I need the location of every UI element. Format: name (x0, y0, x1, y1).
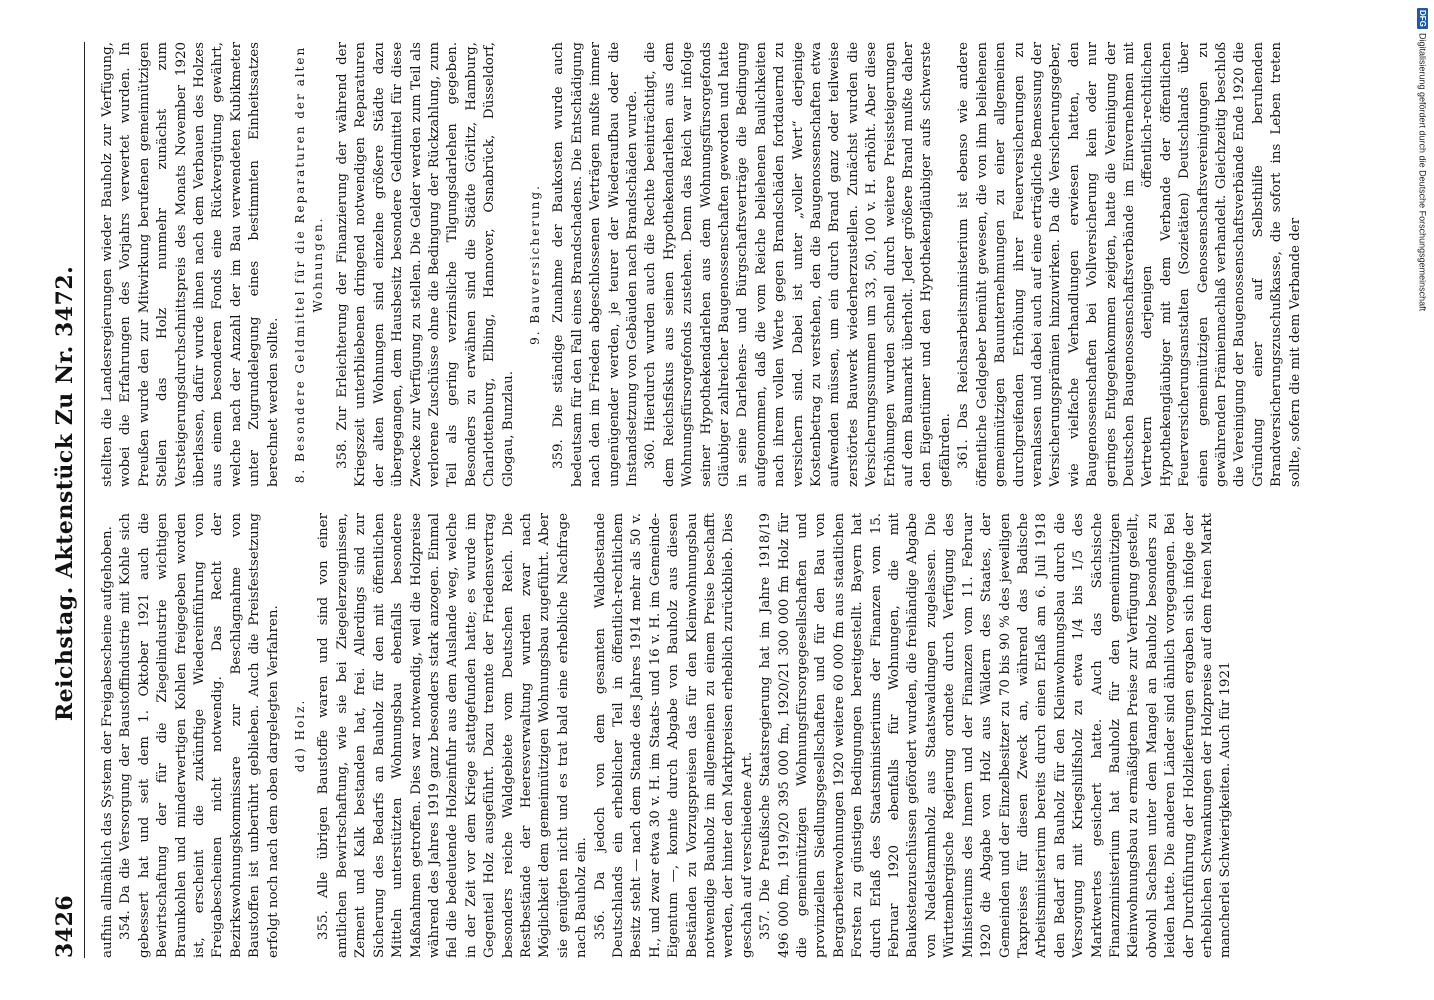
dfg-logo: DFG (1418, 10, 1427, 27)
text-columns (99, 42, 1349, 958)
section-heading-reparaturen: 8. Besondere Geldmittel für die Reparaturen der alten Wohnungen. (293, 45, 326, 484)
digitization-credit (1417, 8, 1428, 311)
page-header (52, 42, 85, 958)
left-column (99, 513, 1349, 958)
page-number: 3426 (52, 894, 78, 958)
section-heading-holz: dd) Holz. (293, 698, 308, 773)
paragraph-356: 356. Da jedoch von dem gesamten Waldbestande Deutschlands ein erheblicher Teil in öffentlich-rechtlichem Besitz steht — nach dem Stande des Jahres 1914 mehr als 50 v. H., und zwar etwa 30 v. H. im Staats- und 16 v. H. im Gemeinde-Eigentum —, konnte durch Abgabe von Bauholz aus diesen Beständen zu Vorzugspreisen das für den Kleinwohnungsbau notwendige Bauholz im allgemeinen zu einem Preise beschafft werden, der hinter den Marktpreisen erheblich zurückblieb. Dies geschah auf verschiedene Art. (592, 513, 755, 958)
paragraph-357: 357. Die Preußische Staatsregierung hat im Jahre 1918/19 496 000 fm, 1919/20 395 000 fm, 1920/21 300 000 fm Holz für die gemeinnützigen Wohnungsfürsorgegesellschaften und provinziellen Siedlungsgesellschaften und für den Bau von Bergarbeiterwohnungen 1920 weitere 60 000 fm aus staatlichen Forsten zu günstigen Bedingungen bereitgestellt. Bayern hat durch Erlaß des Staatsministeriums der Finanzen vom 15. Februar 1920 ebenfalls für Wohnungen, die mit Baukostenzuschüssen gefördert wurden, die freihändige Abgabe von Nadelstammholz aus Staatswaldungen zugelassen. Die Württembergische Regierung ordnete durch Verfügung des Ministeriums des Innern und der Finanzen vom 11. Februar 1920 die Abgabe von Holz aus Wäldern des Staates, der Gemeinden und der Einzelbesitzer zu 70 bis 90 % des jeweiligen Taxpreises für diesen Zweck an, während das Badische Arbeitsministerium bereits durch einen Erlaß am 6. Juli 1918 den Bedarf an Bauholz für den Kleinwohnungsbau durch die Versorgung mit Kriegshilfsholz zu etwa 1/4 bis 1/5 des Marktwertes gesichert hatte. Auch das Sächsische Finanzministerium hat Bauholz für den gemeinnützigen Kleinwohnungsbau zu ermäßigtem Preise zur Verfügung gestellt, obwohl Sachsen unter dem Mangel an Bauholz besonders zu leiden hatte. Die anderen Länder sind ähnlich vorgegangen. Bei der Durchführung der Holzlieferungen ergaben sich infolge der erheblichen Schwankungen der Holzpreise auf dem freien Markt mancherlei Schwierigkeiten. Auch für 1921 (758, 513, 1234, 958)
paragraph-continued: stellten die Landesregierungen wieder Bauholz zur Verfügung, wobei die Erfahrungen des Vorjahrs verwertet wurden. In Preußen wurde den zur Mitwirkung berufenen gemeinnützigen Stellen das Holz nunmehr zunächst zum Versteigerungsdurchschnittspreis des Monats November 1920 überlassen, dafür wurde ihnen nach dem Verbauen des Holzes aus einem besonderen Fonds eine Rückvergütung gewährt, welche nach der Anzahl der im Bau verwendeten Kubikmeter unter Zugrundelegung eines bestimmten Einheitssatzes berechnet werden sollte. (100, 42, 281, 487)
paragraph-361: 361. Das Reichsarbeitsministerium ist ebenso wie andere öffentliche Geldgeber bemüht gewesen, die von ihm beliehenen gemeinnützigen Bauunternehmungen zu einer allgemeinen durchgreifenden Erhöhung ihrer Feuerversicherungen zu veranlassen und dabei auch auf eine erträgliche Bemessung der Versicherungsprämien hinzuwirken. Da die Versicherungsgeber, wie vielfache Verhandlungen erwiesen hatten, den Baugenossenschaften bei Vollversicherung kein oder nur geringes Entgegenkommen zeigten, hatte die Vereinigung der Deutschen Baugenossenschaftsverbände im Einvernehmen mit Vertretern derjenigen öffentlich-rechtlichen Hypothekengläubiger mit dem Verbande der öffentlichen Feuerversicherungsanstalten (Sozietäten) Deutschlands über einen gemeinnützigen Genossenschaftsvereinigungen zu gewährenden Prämiennachlaß verhandelt. Gleichzeitig beschloß die Vereinigung der Baugenossenschaftsverbände Ende 1920 die Gründung einer auf Selbsthilfe beruhenden Brandversicherungszuschußkasse, die sofort ins Leben treten sollte, sofern die mit dem Verbande der (956, 42, 1303, 487)
right-column (99, 42, 1349, 487)
page-running-title: Reichstag. Aktenstück Zu Nr. 3472. (52, 265, 78, 722)
paragraph-intro: aufhin allmählich das System der Freigabescheine aufgehoben. (100, 526, 115, 958)
paragraph-360: 360. Hierdurch wurden auch die Rechte beeinträchtigt, die dem Reichsfiskus aus seinen Hypothekendarlehen aus dem Wohnungsfürsorgefonds zustehen. Denn das Reich war infolge seiner Hypothekendarlehen aus dem Wohnungsfürsorgefonds Gläubiger zahlreicher Baugenossenschaften geworden und hatte in seine Darlehens- und Bürgschaftsverträge die Bedingung aufgenommen, daß die vom Reiche beliehenen Baulichkeiten nach ihrem vollen Werte gegen Brandschäden fortdauernd zu versichern sind. Dabei ist unter „voller Wert“ derjenige Kostenbetrag zu verstehen, den die Baugenossenschaften etwa aufwenden müssen, um ein durch Brand ganz oder teilweise zerstörtes Bauwerk wiederherzustellen. Zunächst wurden die Versicherungssummen um 33, 50, 100 v. H. erhöht. Aber diese Erhöhungen wurden schnell durch weitere Preissteigerungen auf dem Baumarkt überholt. Jeder größere Brand mußte daher den Eigentümer und den Hypothekengläubiger aufs schwerste gefährden. (643, 42, 953, 487)
paragraph-354: 354. Da die Versorgung der Baustoffindustrie mit Kohle sich gebessert hat und seit dem 1. Oktober 1921 auch die Bewirtschaftung der für die Ziegelindustrie wichtigen Braunkohlen und minderwertigen Kohlen freigegeben worden ist, erscheint die zukünftige Wiedereinführung von Freigabescheinen nicht notwendig. Das Recht der Bezirkswohnungskommissare zur Beschlagnahme von Baustoffen ist unberührt geblieben. Auch die Preisfestsetzung erfolgt noch nach dem oben dargelegten Verfahren. (118, 513, 281, 958)
paragraph-359: 359. Die ständige Zunahme der Baukosten wurde auch bedeutsam für den Fall eines Brandschadens. Die Entschädigung nach den im Frieden abgeschlossenen Verträgen mußte immer ungenügender werden, je teurer der Wiederaufbau oder die Instandsetzung von Gebäuden nach Brandschäden wurde. (551, 42, 640, 487)
paragraph-355: 355. Alle übrigen Baustoffe waren und sind von einer amtlichen Bewirtschaftung, wie sie bei Ziegelerzeugnissen, Zement und Kalk bestanden hat, frei. Allerdings sind zur Sicherung des Bedarfs an Bauholz für den mit öffentlichen Mitteln unterstützten Wohnungsbau ebenfalls besondere Maßnahmen getroffen. Dies war notwendig, weil die Holzpreise während des Jahres 1919 ganz besonders stark anzogen. Einmal fiel die bedeutende Holzeinfuhr aus dem Auslande weg, welche in der Zeit vor dem Kriege stattgefunden hatte; es wurde im Gegenteil Holz ausgeführt. Dazu trennte der Friedensvertrag besonders reiche Waldgebiete vom Deutschen Reich. Die Restbestände der Heeresverwaltung wurden zwar nach Möglichkeit dem gemeinnützigen Wohnungsbau zugeführt. Aber sie genügten nicht und es trat bald eine erhebliche Nachfrage nach Bauholz ein. (316, 513, 590, 958)
paragraph-358: 358. Zur Erleichterung der Finanzierung der während der Kriegszeit unterbliebenen dringend notwendigen Reparaturen der alten Wohnungen sind einzelne größere Städte dazu übergegangen, dem Hausbesitz besondere Geldmittel für diese Zwecke zur Verfügung zu stellen. Die Gelder werden zum Teil als verlorene Zuschüsse ohne die Bedingung der Rückzahlung, zum Teil als gering verzinsliche Tilgungsdarlehen gegeben. Besonders zu erwähnen sind die Städte Görlitz, Hamburg, Charlottenburg, Elbing, Hannover, Osnabrück, Düsseldorf, Glogau, Bunzlau. (334, 42, 516, 487)
section-heading-bauversicherung: 9. Bauversicherung. (527, 184, 542, 345)
digitization-credit-text: Digitalisierung gefördert durch die Deutsche Forschungsgemeinschaft (1417, 32, 1428, 312)
